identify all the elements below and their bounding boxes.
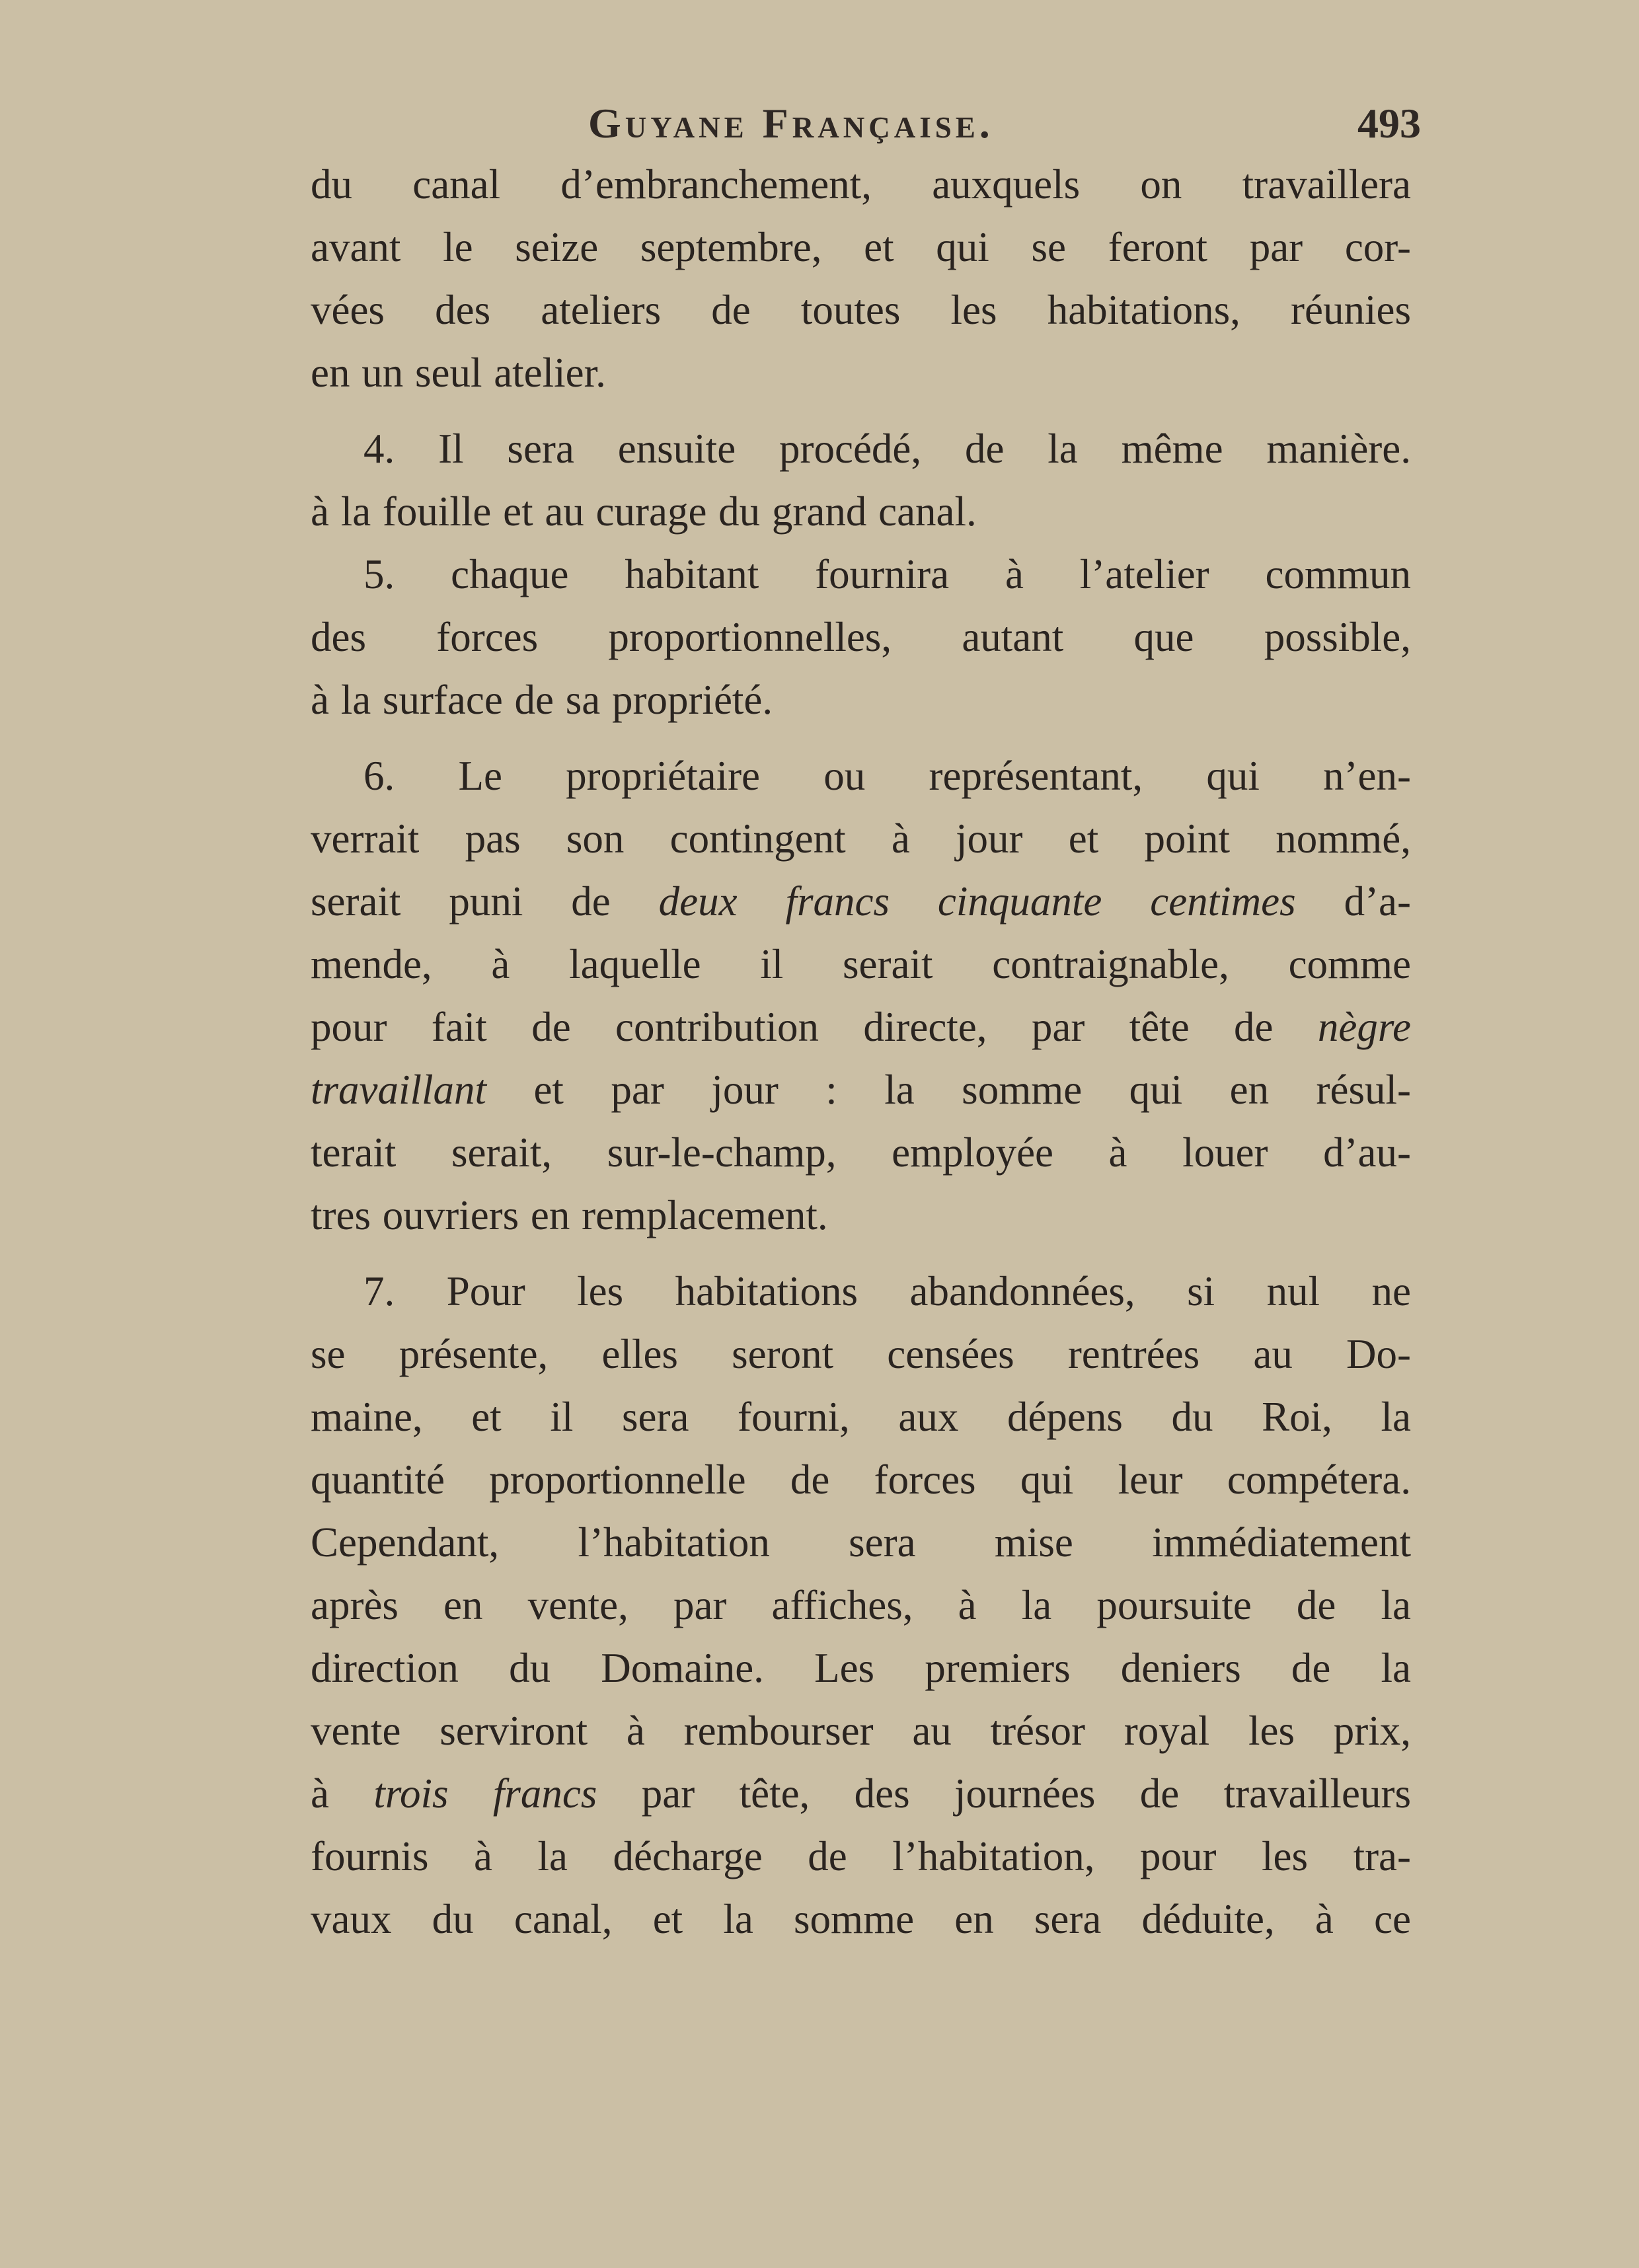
- text-run: d’a-: [1295, 878, 1411, 925]
- text-line: tres ouvriers en remplacement.: [311, 1192, 828, 1238]
- body-text: [311, 153, 1411, 1951]
- text-line: du canal d’embranchement, auxquels on travaillera: [311, 161, 1411, 208]
- text-line: à la fouille et au curage du grand canal.: [311, 488, 977, 535]
- text-line: Cependant, l’habitation sera mise immédiatement: [311, 1519, 1411, 1566]
- text-line: 4. Il sera ensuite procédé, de la même manière.: [363, 426, 1411, 472]
- text-line: vées des ateliers de toutes les habitations, réunies: [311, 287, 1411, 333]
- running-header: [311, 99, 1421, 152]
- running-title: Guyane Française.: [588, 100, 994, 147]
- text-line: se présente, elles seront censées rentrées au Do-: [311, 1331, 1411, 1377]
- text-line: [311, 1059, 1411, 1121]
- text-run: par tête, des journées de travailleurs: [597, 1770, 1412, 1817]
- text-line: maine, et il sera fourni, aux dépens du Roi, la: [311, 1394, 1411, 1440]
- text-line: mende, à laquelle il serait contraignable, comme: [311, 941, 1411, 987]
- text-run: pour fait de contribution directe, par tête de: [311, 1004, 1318, 1050]
- text-line: fournis à la décharge de l’habitation, pour les tra-: [311, 1833, 1411, 1879]
- text-line: direction du Domaine. Les premiers deniers de la: [311, 1645, 1411, 1691]
- italic-run: travaillant: [311, 1067, 486, 1113]
- text-run: et par jour : la somme qui en résul-: [486, 1067, 1411, 1113]
- text-line: 6. Le propriétaire ou représentant, qui n’en-: [363, 753, 1411, 799]
- text-line: 5. chaque habitant fournira à l’atelier commun: [363, 551, 1411, 597]
- text-line: 7. Pour les habitations abandonnées, si nul ne: [363, 1268, 1411, 1314]
- italic-run: nègre: [1317, 1004, 1411, 1050]
- text-run: serait puni de: [311, 878, 659, 925]
- text-line: en un seul atelier.: [311, 350, 606, 396]
- text-line: des forces proportionnelles, autant que possible,: [311, 614, 1411, 660]
- text-line: verrait pas son contingent à jour et point nommé,: [311, 815, 1411, 862]
- text-line: avant le seize septembre, et qui se feront par cor-: [311, 224, 1411, 270]
- italic-run: deux francs cinquante centimes: [658, 878, 1296, 925]
- text-line: vaux du canal, et la somme en sera déduite, à ce: [311, 1896, 1411, 1942]
- text-line: [311, 870, 1411, 933]
- text-line: quantité proportionnelle de forces qui leur compétera.: [311, 1456, 1411, 1503]
- text-line: à la surface de sa propriété.: [311, 677, 773, 723]
- text-line: terait serait, sur-le-champ, employée à louer d’au-: [311, 1129, 1411, 1176]
- text-line: après en vente, par affiches, à la poursuite de la: [311, 1582, 1411, 1628]
- text-run: à: [311, 1770, 374, 1817]
- text-line: [311, 996, 1411, 1059]
- italic-run: trois francs: [373, 1770, 597, 1817]
- text-line: vente serviront à rembourser au trésor royal les prix,: [311, 1708, 1411, 1754]
- page-number: 493: [1357, 100, 1421, 147]
- text-line: [311, 1762, 1411, 1825]
